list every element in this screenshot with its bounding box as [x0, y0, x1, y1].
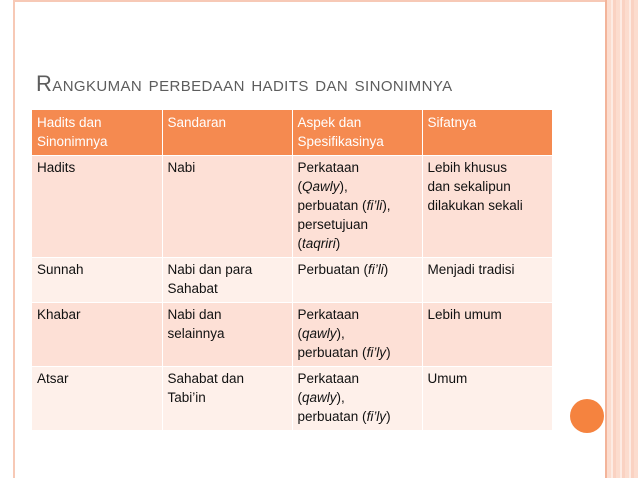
comparison-table [32, 110, 553, 430]
table-cell: Sahabat dan Tabi’in [162, 367, 292, 431]
italic-term: qawly [302, 326, 337, 341]
header-cell: Sandaran [162, 110, 292, 156]
italic-term: qawly [302, 390, 337, 405]
table-row [32, 303, 552, 367]
italic-term: Qawly [302, 179, 340, 194]
table-cell: Atsar [32, 367, 162, 431]
italic-term: taqriri [302, 236, 336, 251]
table-cell: Sunnah [32, 258, 162, 303]
table-cell: Perkataan (Qawly), perbuatan (fi’li), persetujuan (taqriri) [292, 156, 422, 258]
accent-circle [570, 399, 604, 433]
table-cell: Perkataan (qawly), perbuatan (fi’ly) [292, 303, 422, 367]
italic-term: fi’li [366, 198, 383, 213]
decorative-stripes [607, 0, 638, 478]
table-cell: Nabi [162, 156, 292, 258]
table-cell: Khabar [32, 303, 162, 367]
table-row [32, 258, 552, 303]
table-row [32, 156, 552, 258]
table-cell: Lebih umum [422, 303, 552, 367]
table-cell: Nabi dan para Sahabat [162, 258, 292, 303]
table-cell: Lebih khusus dan sekalipun dilakukan sekali [422, 156, 552, 258]
table-row [32, 367, 552, 431]
table-cell: Perbuatan (fi’li) [292, 258, 422, 303]
table-cell: Menjadi tradisi [422, 258, 552, 303]
table-cell: Umum [422, 367, 552, 431]
header-cell: Hadits dan Sinonimnya [32, 110, 162, 156]
slide-title: Rangkuman perbedaan hadits dan sinonimnya [36, 71, 453, 96]
italic-term: fi’ly [366, 345, 387, 360]
italic-term: fi’ly [366, 409, 387, 424]
frame-left-border [13, 0, 15, 478]
table-cell: Hadits [32, 156, 162, 258]
frame-top-border [13, 0, 607, 2]
header-cell: Aspek dan Spesifikasinya [292, 110, 422, 156]
header-cell: Sifatnya [422, 110, 552, 156]
table-cell: Perkataan (qawly), perbuatan (fi’ly) [292, 367, 422, 431]
table-cell: Nabi dan selainnya [162, 303, 292, 367]
table-header-row [32, 110, 552, 156]
italic-term: fi’li [368, 262, 384, 277]
